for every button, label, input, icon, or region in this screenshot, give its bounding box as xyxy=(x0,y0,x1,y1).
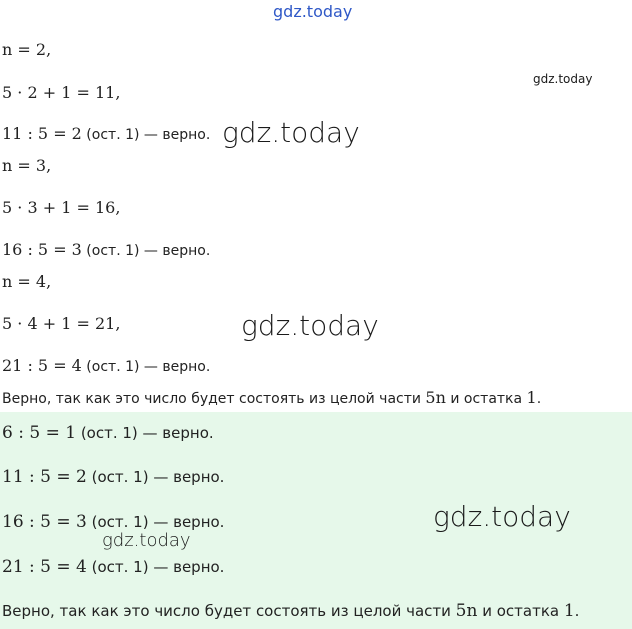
watermark-medium: gdz.today xyxy=(102,530,191,551)
conclusion-line: Верно, так как это число будет состоять из целой части 5n и остатка 1. xyxy=(2,601,580,621)
solution-line: 6 : 5 = 1 (ост. 1) — верно. xyxy=(2,423,214,443)
solution-line: 16 : 5 = 3 (ост. 1) — верно. xyxy=(2,240,211,259)
solution-line: 16 : 5 = 3 (ост. 1) — верно. xyxy=(2,512,225,532)
solution-line: 21 : 5 = 4 (ост. 1) — верно. xyxy=(2,356,211,375)
solution-line: 5 · 3 + 1 = 16, xyxy=(2,198,121,217)
watermark-large: gdz.today xyxy=(241,309,379,342)
watermark-small: gdz.today xyxy=(533,72,593,86)
solution-line: n = 2, xyxy=(2,40,52,59)
solution-line: 11 : 5 = 2 (ост. 1) — верно. xyxy=(2,467,225,487)
conclusion-line: Верно, так как это число будет состоять из целой части 5n и остатка 1. xyxy=(2,388,542,407)
watermark-large: gdz.today xyxy=(433,500,571,533)
solution-line: 5 · 4 + 1 = 21, xyxy=(2,314,121,333)
solution-line: 5 · 2 + 1 = 11, xyxy=(2,83,121,102)
solution-line: n = 4, xyxy=(2,272,52,291)
solution-line: 11 : 5 = 2 (ост. 1) — верно. xyxy=(2,124,211,143)
solution-line: 21 : 5 = 4 (ост. 1) — верно. xyxy=(2,557,225,577)
watermark-large: gdz.today xyxy=(222,116,360,149)
solution-line: n = 3, xyxy=(2,156,52,175)
watermark-top: gdz.today xyxy=(273,2,353,21)
